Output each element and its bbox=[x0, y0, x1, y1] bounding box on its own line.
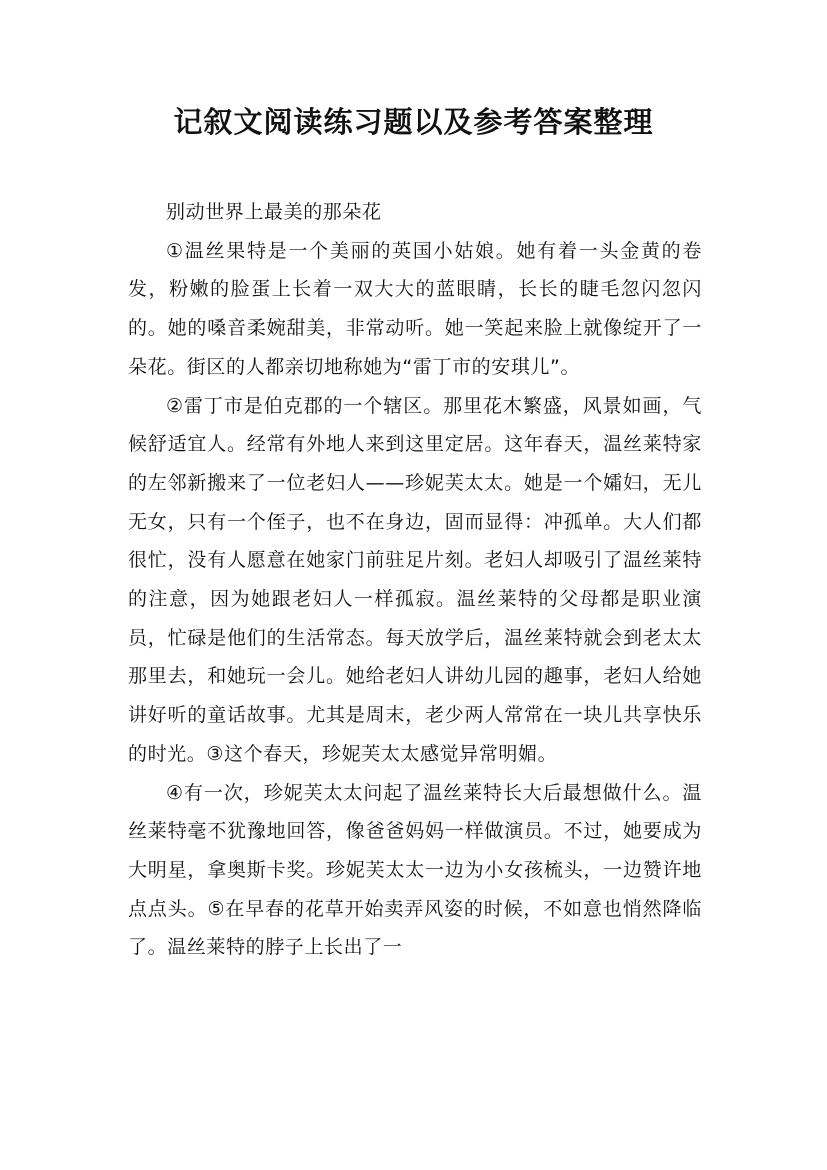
paragraph-1: ①温丝果特是一个美丽的英国小姑娘。她有着一头金黄的卷发，粉嫩的脸蛋上长着一双大大的蓝眼睛，长长的睫毛忽闪忽闪的。她的嗓音柔婉甜美，非常动听。她一笑起来脸上就像绽开了一朵花。街区的人都亲切地称她为“雷丁市的安琪儿”。 bbox=[128, 239, 702, 378]
document-body bbox=[128, 193, 702, 967]
article-heading: 别动世界上最美的那朵花 bbox=[166, 201, 382, 223]
paragraph-3: ④有一次，珍妮芙太太问起了温丝莱特长大后最想做什么。温丝莱特毫不犹豫地回答，像爸爸妈妈一样做演员。不过，她要成为大明星，拿奥斯卡奖。珍妮芙太太一边为小女孩梳头，一边赞许地点点头。⑤在早春的花草开始卖弄风姿的时候，不如意也悄然降临了。温丝莱特的脖子上长出了一 bbox=[128, 781, 702, 959]
paragraph-2: ②雷丁市是伯克郡的一个辖区。那里花木繁盛，风景如画，气候舒适宜人。经常有外地人来到这里定居。这年春天，温丝莱特家的左邻新搬来了一位老妇人——珍妮芙太太。她是一个孀妇，无儿无女，只有一个侄子，也不在身边，固而显得：冲孤单。大人们都很忙，没有人愿意在她家门前驻足片刻。老妇人却吸引了温丝莱特的注意，因为她跟老妇人一样孤寂。温丝莱特的父母都是职业演员，忙碌是他们的生活常态。每天放学后，温丝莱特就会到老太太那里去，和她玩一会儿。她给老妇人讲幼儿园的趣事，老妇人给她讲好听的童话故事。尤其是周末，老少两人常常在一块儿共享快乐的时光。③这个春天，珍妮芙太太感觉异常明媚。 bbox=[128, 394, 702, 765]
document-title: 记叙文阅读练习题以及参考答案整理 bbox=[173, 105, 654, 139]
